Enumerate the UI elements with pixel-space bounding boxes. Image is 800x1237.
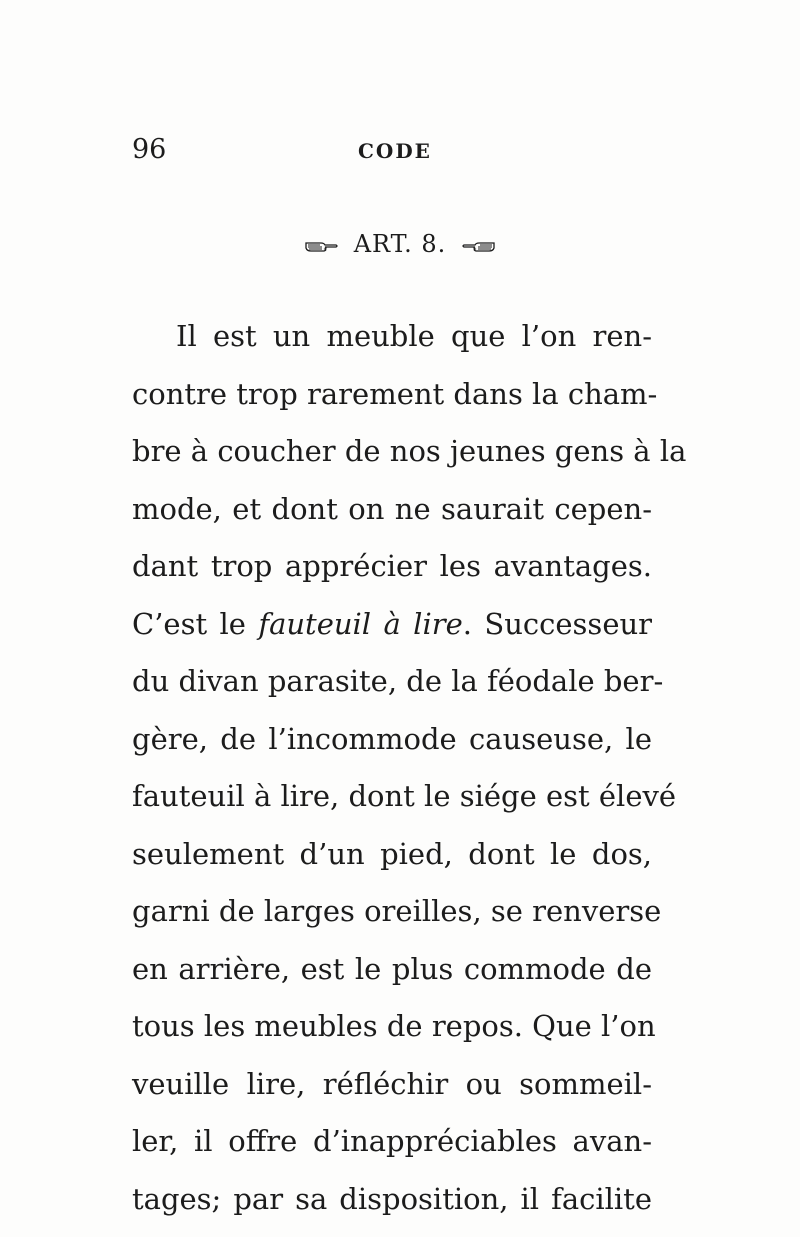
text-line: veuille lire, réfléchir ou sommeil-	[132, 1066, 652, 1101]
pointing-hand-left-icon	[461, 231, 495, 261]
text-line: seulement d’un pied, dont le dos,	[132, 836, 652, 871]
text-line: gère, de l’incommode causeuse, le	[132, 721, 652, 756]
running-head	[132, 134, 652, 166]
article-heading	[0, 229, 800, 261]
body-text	[132, 308, 687, 1228]
text-segment: C’est le	[132, 606, 259, 641]
text-line: tous les meubles de repos. Que l’on	[132, 1009, 656, 1043]
running-title: CODE	[358, 139, 432, 163]
text-line: du divan parasite, de la féodale ber-	[132, 664, 664, 698]
italic-term: fauteuil à lire	[258, 606, 463, 641]
text-line: contre trop rarement dans la cham-	[132, 376, 658, 411]
pointing-hand-right-icon	[305, 231, 339, 261]
text-line: Il est un meuble que l’on ren-	[176, 319, 652, 353]
text-line: tages; par sa disposition, il facilite	[132, 1181, 652, 1216]
text-segment: . Successeur	[462, 606, 653, 641]
text-line: en arrière, est le plus commode de	[132, 951, 652, 986]
text-line: garni de larges oreilles, se renverse	[132, 894, 662, 928]
text-line: dant trop apprécier les avantages.	[132, 549, 652, 583]
text-line: fauteuil à lire, dont le siége est élevé	[132, 779, 677, 813]
text-line	[132, 596, 652, 654]
text-line: ler, il offre d’inappréciables avan-	[132, 1124, 652, 1158]
text-line: mode, et dont on ne saurait cepen-	[132, 491, 652, 526]
text-line: bre à coucher de nos jeunes gens à la	[132, 434, 687, 468]
page-number: 96	[132, 134, 167, 165]
article-number: ART. 8.	[353, 230, 447, 258]
